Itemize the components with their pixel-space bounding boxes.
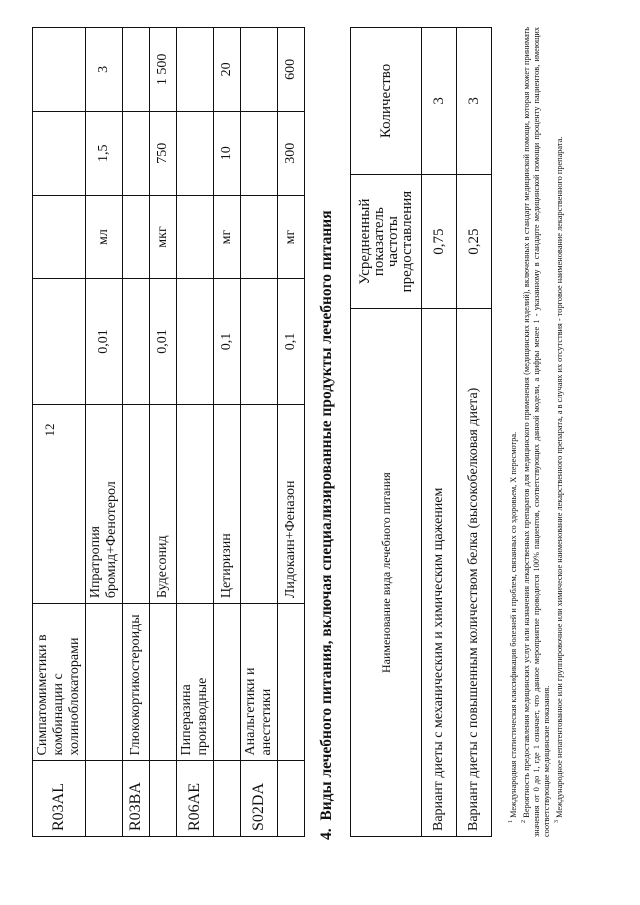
- footnote-text: Вероятность предоставления медицинских услуг или назначения лекарственных препаратов для медицинского применения (медицинских изделий), включенных в стандарт медицинской помощи, которая может принимать значения от 0 до 1, где 1 означает, что данное мероприятие проводится 100% пациентов, соответствующих данной модели, а цифры менее 1 - указанному в стандарте медицинской помощи проценту пациентов, имеющих соответствующие медицинские показания.: [521, 27, 552, 837]
- cell-ddd: [241, 279, 278, 404]
- cell-code: [278, 761, 305, 837]
- cell-code: R03AL: [33, 761, 86, 837]
- cell-qty: [123, 28, 150, 112]
- cell-qty: [33, 28, 86, 112]
- cell-name: Лидокаин+Феназон: [278, 404, 305, 604]
- rotated-page-content: [20, 22, 620, 882]
- header-diet-name: Наименование вида лечебного питания: [351, 309, 422, 837]
- cell-sdd: [177, 111, 214, 195]
- table-row: [422, 28, 457, 837]
- table-row: [278, 28, 305, 837]
- table-row: [123, 28, 150, 837]
- cell-freq: 0,25: [457, 174, 492, 309]
- cell-name: [123, 404, 150, 604]
- table-row: [214, 28, 241, 837]
- footnote-text: Международная статистическая классификация болезней и проблем, связанных со здоровьем, X пересмотра.: [508, 431, 518, 818]
- cell-sdd: [123, 111, 150, 195]
- cell-name: Цетиризин: [214, 404, 241, 604]
- cell-group: [86, 604, 123, 761]
- cell-unit: [33, 195, 86, 279]
- cell-ddd: [123, 279, 150, 404]
- cell-code: [214, 761, 241, 837]
- cell-qty: [177, 28, 214, 112]
- diet-table-body: [422, 28, 492, 837]
- cell-group: Симпатомиметики в комбинации с холиноблокаторами: [33, 604, 86, 761]
- cell-unit: [177, 195, 214, 279]
- cell-sdd: 10: [214, 111, 241, 195]
- footnote-text: Международное непатентованное или группировочное или химическое наименование лекарственного препарата, а в случаях их отсутствия - торговое наименование лекарственного препарата.: [555, 136, 565, 818]
- section-heading: [318, 210, 336, 840]
- cell-qty: 1 500: [150, 28, 177, 112]
- cell-qty: 600: [278, 28, 305, 112]
- cell-group: [214, 604, 241, 761]
- cell-qty: [241, 28, 278, 112]
- cell-group: Пиперазина производные: [177, 604, 214, 761]
- cell-ddd: 0,01: [86, 279, 123, 404]
- cell-name: [241, 404, 278, 604]
- table-row: [177, 28, 214, 837]
- cell-qty: 3: [457, 28, 492, 175]
- cell-code: [86, 761, 123, 837]
- cell-ddd: 0,1: [214, 279, 241, 404]
- medicines-table: [32, 27, 305, 837]
- cell-sdd: [241, 111, 278, 195]
- cell-unit: [241, 195, 278, 279]
- table-row: [457, 28, 492, 837]
- page-number: 12: [42, 423, 57, 437]
- cell-ddd: 0,01: [150, 279, 177, 404]
- diet-table-header-row: [351, 28, 422, 837]
- cell-qty: 20: [214, 28, 241, 112]
- cell-group: [278, 604, 305, 761]
- cell-code: [150, 761, 177, 837]
- cell-unit: мг: [278, 195, 305, 279]
- footnotes: [506, 27, 565, 837]
- cell-freq: 0,75: [422, 174, 457, 309]
- table-row: [86, 28, 123, 837]
- cell-name: [177, 404, 214, 604]
- cell-unit: [123, 195, 150, 279]
- cell-code: R06AE: [177, 761, 214, 837]
- cell-code: S02DA: [241, 761, 278, 837]
- cell-sdd: 300: [278, 111, 305, 195]
- cell-sdd: 1,5: [86, 111, 123, 195]
- table-row: [150, 28, 177, 837]
- footnote-mark: 3: [554, 820, 561, 823]
- cell-ddd: 0,1: [278, 279, 305, 404]
- table-row: [241, 28, 278, 837]
- cell-group: Анальгетики и анестетики: [241, 604, 278, 761]
- cell-group: Глюкокортикостероиды: [123, 604, 150, 761]
- cell-name: Вариант диеты с повышенным количеством белка (высокобелковая диета): [457, 309, 492, 837]
- cell-name: Ипратропия бромид+Фенотерол: [86, 404, 123, 604]
- cell-qty: 3: [86, 28, 123, 112]
- table-row: [33, 28, 86, 837]
- footnote-mark: 1: [508, 820, 514, 823]
- section-title: Виды лечебного питания, включая специализированные продукты лечебного питания: [318, 210, 335, 821]
- section-number: 4.: [318, 828, 335, 840]
- cell-name: [33, 404, 86, 604]
- cell-unit: мкг: [150, 195, 177, 279]
- cell-unit: мг: [214, 195, 241, 279]
- cell-sdd: [33, 111, 86, 195]
- footnote: [519, 27, 552, 837]
- cell-ddd: [33, 279, 86, 404]
- cell-ddd: [177, 279, 214, 404]
- medicines-table-body: [33, 28, 305, 837]
- cell-qty: 3: [422, 28, 457, 175]
- cell-code: R03BA: [123, 761, 150, 837]
- header-frequency: Усредненный показатель частоты предоставления: [351, 174, 422, 309]
- cell-group: [150, 604, 177, 761]
- diet-table: [350, 27, 492, 837]
- cell-name: Вариант диеты с механическим и химическим щажением: [422, 309, 457, 837]
- cell-name: Будесонид: [150, 404, 177, 604]
- footnote: [506, 27, 519, 837]
- footnote: [552, 27, 565, 837]
- cell-sdd: 750: [150, 111, 177, 195]
- header-quantity: Количество: [351, 28, 422, 175]
- cell-unit: мл: [86, 195, 123, 279]
- footnote-mark: 2: [520, 820, 527, 823]
